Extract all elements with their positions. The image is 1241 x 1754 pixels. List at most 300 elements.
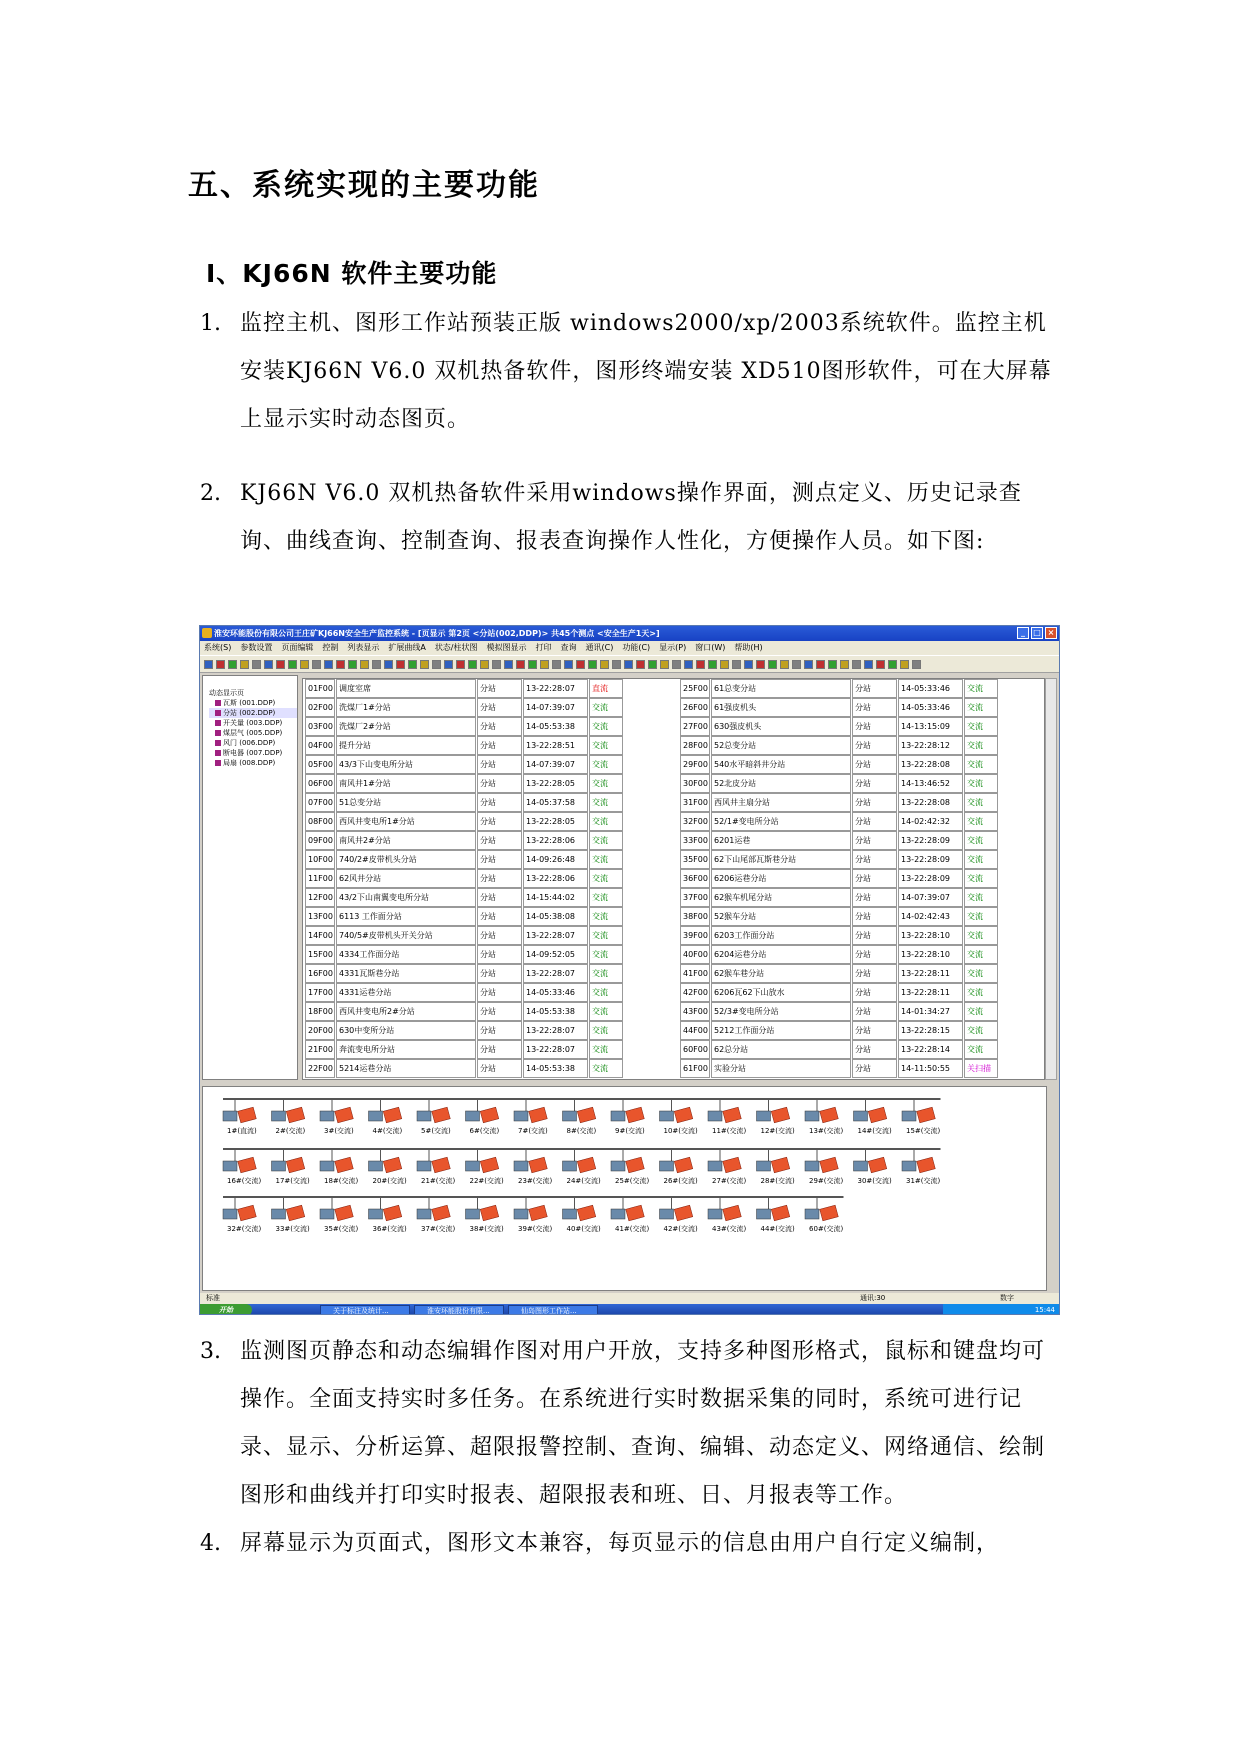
table-row[interactable] bbox=[305, 907, 669, 926]
substation-node[interactable] bbox=[708, 1099, 747, 1135]
toolbar-button-icon[interactable] bbox=[384, 660, 393, 669]
substation-node[interactable] bbox=[514, 1149, 553, 1185]
substation-node[interactable] bbox=[611, 1099, 645, 1135]
substation-label: 12#(交流) bbox=[760, 1127, 795, 1135]
tree-item[interactable]: 局扇 (008.DDP) bbox=[209, 758, 297, 768]
substation-node[interactable] bbox=[272, 1099, 306, 1135]
toolbar-button-icon[interactable] bbox=[804, 660, 813, 669]
toolbar-button-icon[interactable] bbox=[240, 660, 249, 669]
toolbar-button-icon[interactable] bbox=[780, 660, 789, 669]
table-row[interactable] bbox=[305, 850, 669, 869]
table-row[interactable] bbox=[305, 869, 669, 888]
table-row[interactable] bbox=[680, 850, 1044, 869]
station-time-cell: 14-05:33:46 bbox=[898, 679, 963, 698]
station-name-cell: 62猴车巷分站 bbox=[711, 964, 851, 983]
toolbar-button-icon[interactable] bbox=[912, 660, 921, 669]
station-time-cell: 13-22:28:05 bbox=[523, 774, 588, 793]
station-type-cell: 分站 bbox=[852, 869, 897, 888]
station-id-cell: 21F00 bbox=[305, 1040, 335, 1059]
taskbar-task[interactable]: 关于标注及统计... bbox=[320, 1305, 410, 1315]
substation-label: 11#(交流) bbox=[712, 1127, 747, 1135]
station-id-cell: 40F00 bbox=[680, 945, 710, 964]
station-time-cell: 14-05:53:38 bbox=[523, 1002, 588, 1021]
table-row[interactable] bbox=[305, 983, 669, 1002]
table-row[interactable] bbox=[680, 869, 1044, 888]
substation-node[interactable] bbox=[320, 1149, 359, 1185]
toolbar-button-icon[interactable] bbox=[708, 660, 717, 669]
table-row[interactable] bbox=[680, 793, 1044, 812]
station-time-cell: 14-07:39:07 bbox=[523, 698, 588, 717]
toolbar-button-icon[interactable] bbox=[792, 660, 801, 669]
toolbar-button-icon[interactable] bbox=[504, 660, 513, 669]
substation-node[interactable] bbox=[466, 1197, 505, 1233]
menu-item[interactable]: 查询 bbox=[560, 643, 577, 652]
taskbar-clock: 15:44 bbox=[943, 1304, 1060, 1315]
station-power-cell: 交流 bbox=[589, 1021, 623, 1040]
substation-label: 18#(交流) bbox=[324, 1177, 359, 1185]
toolbar-button-icon[interactable] bbox=[852, 660, 861, 669]
status-numlock: 数字 bbox=[1000, 1294, 1014, 1302]
station-time-cell: 13-22:28:09 bbox=[898, 869, 963, 888]
substation-label: 35#(交流) bbox=[324, 1225, 359, 1233]
station-type-cell: 分站 bbox=[477, 888, 522, 907]
station-time-cell: 13-22:28:10 bbox=[898, 945, 963, 964]
station-id-cell: 33F00 bbox=[680, 831, 710, 850]
table-row[interactable] bbox=[680, 679, 1044, 698]
station-id-cell: 27F00 bbox=[680, 717, 710, 736]
toolbar-button-icon[interactable] bbox=[324, 660, 333, 669]
menu-item[interactable]: 打印 bbox=[535, 643, 552, 652]
tree-root[interactable]: 动态显示页 bbox=[209, 689, 244, 697]
station-name-cell: 奔流变电所分站 bbox=[336, 1040, 476, 1059]
substation-node[interactable] bbox=[660, 1099, 699, 1135]
menu-item[interactable]: 系统(S) bbox=[204, 643, 232, 652]
toolbar-button-icon[interactable] bbox=[876, 660, 885, 669]
toolbar-button-icon[interactable] bbox=[528, 660, 537, 669]
station-type-cell: 分站 bbox=[852, 812, 897, 831]
substation-node[interactable] bbox=[466, 1149, 505, 1185]
substation-node[interactable] bbox=[563, 1197, 602, 1233]
substation-node[interactable] bbox=[757, 1149, 796, 1185]
toolbar-button-icon[interactable] bbox=[492, 660, 501, 669]
station-time-cell: 13-22:28:08 bbox=[898, 793, 963, 812]
station-power-cell: 交流 bbox=[589, 888, 623, 907]
station-type-cell: 分站 bbox=[477, 698, 522, 717]
station-id-cell: 01F00 bbox=[305, 679, 335, 698]
menu-item[interactable]: 控制 bbox=[322, 643, 339, 652]
station-type-cell: 分站 bbox=[852, 1021, 897, 1040]
toolbar-button-icon[interactable] bbox=[312, 660, 321, 669]
toolbar-button-icon[interactable] bbox=[840, 660, 849, 669]
table-row[interactable] bbox=[305, 774, 669, 793]
station-time-cell: 14-07:39:07 bbox=[523, 755, 588, 774]
station-id-cell: 02F00 bbox=[305, 698, 335, 717]
status-comm: 通讯:30 bbox=[860, 1294, 886, 1302]
substation-node[interactable] bbox=[854, 1099, 893, 1135]
station-id-cell: 43F00 bbox=[680, 1002, 710, 1021]
substation-node[interactable] bbox=[223, 1149, 262, 1185]
toolbar-button-icon[interactable] bbox=[264, 660, 273, 669]
subsection-heading: Ⅰ、KJ66N 软件主要功能 bbox=[206, 259, 498, 288]
station-id-cell: 06F00 bbox=[305, 774, 335, 793]
substation-node[interactable] bbox=[514, 1099, 548, 1135]
start-button[interactable]: 开始 bbox=[200, 1304, 252, 1315]
toolbar-button-icon[interactable] bbox=[672, 660, 681, 669]
station-type-cell: 分站 bbox=[477, 679, 522, 698]
substation-node[interactable] bbox=[417, 1099, 451, 1135]
station-name-cell: 630强皮机头 bbox=[711, 717, 851, 736]
table-row[interactable] bbox=[305, 679, 669, 698]
menu-item[interactable]: 功能(C) bbox=[622, 643, 651, 652]
substation-node[interactable] bbox=[805, 1099, 844, 1135]
toolbar-button-icon[interactable] bbox=[696, 660, 705, 669]
station-type-cell: 分站 bbox=[477, 964, 522, 983]
station-name-cell: 62猴车机尾分站 bbox=[711, 888, 851, 907]
station-name-cell: 43/3下山变电所分站 bbox=[336, 755, 476, 774]
paragraph-number: 2. bbox=[200, 481, 221, 506]
station-time-cell: 13-22:28:11 bbox=[898, 983, 963, 1002]
toolbar-button-icon[interactable] bbox=[720, 660, 729, 669]
table-row[interactable] bbox=[680, 926, 1044, 945]
substation-node[interactable] bbox=[757, 1197, 796, 1233]
station-power-cell: 交流 bbox=[964, 964, 998, 983]
toolbar-button-icon[interactable] bbox=[828, 660, 837, 669]
toolbar-button-icon[interactable] bbox=[336, 660, 345, 669]
station-time-cell: 14-05:38:08 bbox=[523, 907, 588, 926]
menu-item[interactable]: 页面编辑 bbox=[281, 643, 314, 652]
toolbar-button-icon[interactable] bbox=[612, 660, 621, 669]
substation-node[interactable] bbox=[320, 1099, 354, 1135]
station-type-cell: 分站 bbox=[852, 831, 897, 850]
toolbar-button-icon[interactable] bbox=[576, 660, 585, 669]
substation-label: 26#(交流) bbox=[663, 1177, 698, 1185]
taskbar-task[interactable]: 仙岛图形工作站... bbox=[508, 1305, 598, 1315]
station-type-cell: 分站 bbox=[852, 1040, 897, 1059]
station-type-cell: 分站 bbox=[477, 1021, 522, 1040]
table-row[interactable] bbox=[680, 812, 1044, 831]
substation-label: 24#(交流) bbox=[566, 1177, 601, 1185]
table-row[interactable] bbox=[305, 1040, 669, 1059]
station-id-cell: 30F00 bbox=[680, 774, 710, 793]
substation-label: 60#(交流) bbox=[809, 1225, 844, 1233]
menu-item[interactable]: 通讯(C) bbox=[585, 643, 614, 652]
toolbar-button-icon[interactable] bbox=[888, 660, 897, 669]
station-type-cell: 分站 bbox=[852, 717, 897, 736]
toolbar-button-icon[interactable] bbox=[408, 660, 417, 669]
substation-node[interactable] bbox=[708, 1197, 747, 1233]
toolbar-button-icon[interactable] bbox=[588, 660, 597, 669]
table-row[interactable] bbox=[305, 831, 669, 850]
station-time-cell: 14-01:34:27 bbox=[898, 1002, 963, 1021]
station-id-cell: 03F00 bbox=[305, 717, 335, 736]
station-type-cell: 分站 bbox=[477, 1040, 522, 1059]
table-row[interactable] bbox=[680, 1021, 1044, 1040]
substation-node[interactable] bbox=[563, 1149, 602, 1185]
toolbar-button-icon[interactable] bbox=[228, 660, 237, 669]
substation-label: 27#(交流) bbox=[712, 1177, 747, 1185]
station-power-cell: 交流 bbox=[589, 1040, 623, 1059]
toolbar-button-icon[interactable] bbox=[480, 660, 489, 669]
station-id-cell: 13F00 bbox=[305, 907, 335, 926]
substation-node[interactable] bbox=[369, 1197, 408, 1233]
station-power-cell: 交流 bbox=[964, 983, 998, 1002]
minimize-icon[interactable]: _ bbox=[1017, 627, 1029, 639]
station-power-cell: 交流 bbox=[964, 831, 998, 850]
station-time-cell: 13-22:28:06 bbox=[523, 831, 588, 850]
table-row[interactable] bbox=[305, 812, 669, 831]
toolbar-button-icon[interactable] bbox=[252, 660, 261, 669]
toolbar-button-icon[interactable] bbox=[468, 660, 477, 669]
station-name-cell: 62下山尾部瓦斯巷分站 bbox=[711, 850, 851, 869]
toolbar-button-icon[interactable] bbox=[276, 660, 285, 669]
maximize-icon[interactable]: □ bbox=[1031, 627, 1043, 639]
station-name-cell: 南风井1#分站 bbox=[336, 774, 476, 793]
station-id-cell: 05F00 bbox=[305, 755, 335, 774]
station-type-cell: 分站 bbox=[852, 774, 897, 793]
table-row[interactable] bbox=[680, 774, 1044, 793]
toolbar-button-icon[interactable] bbox=[624, 660, 633, 669]
table-row[interactable] bbox=[305, 698, 669, 717]
station-power-cell: 交流 bbox=[964, 907, 998, 926]
substation-node[interactable] bbox=[902, 1149, 941, 1185]
station-power-cell: 交流 bbox=[964, 793, 998, 812]
table-scrollbar[interactable] bbox=[1045, 678, 1057, 1080]
station-id-cell: 38F00 bbox=[680, 907, 710, 926]
station-id-cell: 32F00 bbox=[680, 812, 710, 831]
toolbar-button-icon[interactable] bbox=[300, 660, 309, 669]
paragraph-text: 监控主机、图形工作站预装正版 windows2000/xp/2003系统软件。监控主机安装KJ66N V6.0 双机热备软件，图形终端安装 XD510图形软件，可在大屏幕上显示实时动态图页。 bbox=[240, 311, 1052, 432]
toolbar-button-icon[interactable] bbox=[396, 660, 405, 669]
table-row[interactable] bbox=[680, 755, 1044, 774]
station-time-cell: 14-11:50:55 bbox=[898, 1059, 963, 1078]
substation-node[interactable] bbox=[757, 1099, 796, 1135]
substation-label: 13#(交流) bbox=[809, 1127, 844, 1135]
table-row[interactable] bbox=[680, 698, 1044, 717]
station-name-cell: 52猴车分站 bbox=[711, 907, 851, 926]
tree-item[interactable]: 瓦斯 (001.DDP) bbox=[209, 698, 297, 708]
table-row[interactable] bbox=[680, 945, 1044, 964]
substation-node[interactable] bbox=[660, 1197, 699, 1233]
substation-node[interactable] bbox=[417, 1149, 456, 1185]
station-power-cell: 交流 bbox=[964, 1002, 998, 1021]
taskbar-task[interactable]: 淮安环能股份有限... bbox=[414, 1305, 504, 1315]
station-id-cell: 60F00 bbox=[680, 1040, 710, 1059]
toolbar-button-icon[interactable] bbox=[744, 660, 753, 669]
toolbar-button-icon[interactable] bbox=[816, 660, 825, 669]
table-row[interactable] bbox=[305, 945, 669, 964]
toolbar-button-icon[interactable] bbox=[456, 660, 465, 669]
table-row[interactable] bbox=[680, 831, 1044, 850]
menu-item[interactable]: 窗口(W) bbox=[695, 643, 726, 652]
station-time-cell: 14-13:15:09 bbox=[898, 717, 963, 736]
station-time-cell: 14-07:39:07 bbox=[898, 888, 963, 907]
table-row[interactable] bbox=[680, 907, 1044, 926]
station-id-cell: 10F00 bbox=[305, 850, 335, 869]
toolbar-button-icon[interactable] bbox=[444, 660, 453, 669]
station-name-cell: 43/2下山南翼变电所分站 bbox=[336, 888, 476, 907]
station-name-cell: 5212工作面分站 bbox=[711, 1021, 851, 1040]
table-row[interactable] bbox=[680, 964, 1044, 983]
table-row[interactable] bbox=[305, 964, 669, 983]
toolbar-button-icon[interactable] bbox=[420, 660, 429, 669]
substation-node[interactable] bbox=[805, 1197, 844, 1233]
toolbar-button-icon[interactable] bbox=[288, 660, 297, 669]
substation-node[interactable] bbox=[223, 1197, 262, 1233]
table-row[interactable] bbox=[305, 793, 669, 812]
substation-node[interactable] bbox=[708, 1149, 747, 1185]
station-id-cell: 44F00 bbox=[680, 1021, 710, 1040]
toolbar-button-icon[interactable] bbox=[564, 660, 573, 669]
substation-label: 22#(交流) bbox=[469, 1177, 504, 1185]
substation-node[interactable] bbox=[466, 1099, 500, 1135]
toolbar-button-icon[interactable] bbox=[636, 660, 645, 669]
substation-node[interactable] bbox=[854, 1149, 893, 1185]
station-type-cell: 分站 bbox=[852, 888, 897, 907]
toolbar-button-icon[interactable] bbox=[768, 660, 777, 669]
substation-node[interactable] bbox=[514, 1197, 553, 1233]
table-row[interactable] bbox=[680, 1059, 1044, 1078]
table-row[interactable] bbox=[680, 1040, 1044, 1059]
tree-item[interactable]: 风门 (006.DDP) bbox=[209, 738, 297, 748]
toolbar-button-icon[interactable] bbox=[900, 660, 909, 669]
toolbar-button-icon[interactable] bbox=[732, 660, 741, 669]
toolbar-button-icon[interactable] bbox=[360, 660, 369, 669]
station-type-cell: 分站 bbox=[477, 812, 522, 831]
table-row[interactable] bbox=[305, 888, 669, 907]
substation-node[interactable] bbox=[369, 1149, 408, 1185]
app-logo-icon bbox=[202, 628, 212, 638]
toolbar-button-icon[interactable] bbox=[684, 660, 693, 669]
toolbar-button-icon[interactable] bbox=[432, 660, 441, 669]
station-name-cell: 6203工作面分站 bbox=[711, 926, 851, 945]
close-icon[interactable]: × bbox=[1045, 627, 1057, 639]
tree-item[interactable]: 开关量 (003.DDP) bbox=[209, 718, 297, 728]
toolbar-button-icon[interactable] bbox=[648, 660, 657, 669]
table-row[interactable] bbox=[305, 736, 669, 755]
substation-node[interactable] bbox=[223, 1099, 257, 1135]
station-type-cell: 分站 bbox=[852, 983, 897, 1002]
table-row[interactable] bbox=[305, 755, 669, 774]
table-row[interactable] bbox=[680, 1002, 1044, 1021]
menu-item[interactable]: 参数设置 bbox=[240, 643, 273, 652]
substation-node[interactable] bbox=[369, 1099, 403, 1135]
station-name-cell: 提升分站 bbox=[336, 736, 476, 755]
tree-item[interactable]: 断电器 (007.DDP) bbox=[209, 748, 297, 758]
station-id-cell: 37F00 bbox=[680, 888, 710, 907]
toolbar-button-icon[interactable] bbox=[516, 660, 525, 669]
table-row[interactable] bbox=[680, 736, 1044, 755]
station-id-cell: 08F00 bbox=[305, 812, 335, 831]
table-row[interactable] bbox=[305, 717, 669, 736]
table-row[interactable] bbox=[305, 1021, 669, 1040]
menu-item[interactable]: 模拟图显示 bbox=[486, 643, 527, 652]
station-id-cell: 31F00 bbox=[680, 793, 710, 812]
station-power-cell: 交流 bbox=[964, 698, 998, 717]
tree-item[interactable]: 煤层气 (005.DDP) bbox=[209, 728, 297, 738]
table-row[interactable] bbox=[305, 1059, 669, 1078]
station-name-cell: 740/5#皮带机头开关分站 bbox=[336, 926, 476, 945]
station-power-cell: 交流 bbox=[964, 945, 998, 964]
station-power-cell: 交流 bbox=[589, 1002, 623, 1021]
station-power-cell: 交流 bbox=[964, 926, 998, 945]
substation-label: 25#(交流) bbox=[615, 1177, 650, 1185]
substation-node[interactable] bbox=[805, 1149, 844, 1185]
station-power-cell: 交流 bbox=[589, 793, 623, 812]
toolbar-button-icon[interactable] bbox=[552, 660, 561, 669]
substation-label: 3#(交流) bbox=[324, 1127, 354, 1135]
substation-node[interactable] bbox=[563, 1099, 597, 1135]
page-tree-panel bbox=[202, 675, 298, 1080]
table-row[interactable] bbox=[680, 717, 1044, 736]
os-taskbar bbox=[200, 1304, 1060, 1315]
toolbar-button-icon[interactable] bbox=[540, 660, 549, 669]
station-time-cell: 13-22:28:10 bbox=[898, 926, 963, 945]
station-name-cell: 4331运巷分站 bbox=[336, 983, 476, 1002]
station-time-cell: 13-22:28:08 bbox=[898, 755, 963, 774]
station-id-cell: 16F00 bbox=[305, 964, 335, 983]
substation-node[interactable] bbox=[611, 1149, 650, 1185]
substation-label: 10#(交流) bbox=[663, 1127, 698, 1135]
substation-node[interactable] bbox=[611, 1197, 650, 1233]
paragraph-text: 屏幕显示为页面式，图形文本兼容，每页显示的信息由用户自行定义编制， bbox=[240, 1531, 1000, 1556]
toolbar-button-icon[interactable] bbox=[204, 660, 213, 669]
menu-item[interactable]: 扩展曲线A bbox=[388, 643, 426, 652]
substation-node[interactable] bbox=[417, 1197, 456, 1233]
substation-node[interactable] bbox=[320, 1197, 359, 1233]
toolbar-button-icon[interactable] bbox=[660, 660, 669, 669]
substation-node[interactable] bbox=[272, 1149, 311, 1185]
station-power-cell: 交流 bbox=[589, 698, 623, 717]
substation-node[interactable] bbox=[660, 1149, 699, 1185]
substation-label: 6#(交流) bbox=[469, 1127, 500, 1135]
station-name-cell: 740/2#皮带机头分站 bbox=[336, 850, 476, 869]
station-time-cell: 14-09:26:48 bbox=[523, 850, 588, 869]
station-name-cell: 6113 工作面分站 bbox=[336, 907, 476, 926]
menu-item[interactable]: 显示(P) bbox=[659, 643, 687, 652]
substation-label: 8#(交流) bbox=[566, 1127, 597, 1135]
table-row[interactable] bbox=[680, 888, 1044, 907]
substation-label: 44#(交流) bbox=[760, 1225, 795, 1233]
tree-item[interactable]: 分站 (002.DDP) bbox=[209, 708, 297, 718]
toolbar-button-icon[interactable] bbox=[348, 660, 357, 669]
station-time-cell: 13-22:28:15 bbox=[898, 1021, 963, 1040]
substation-label: 42#(交流) bbox=[663, 1225, 698, 1233]
menu-item[interactable]: 帮助(H) bbox=[734, 643, 763, 652]
station-type-cell: 分站 bbox=[852, 793, 897, 812]
toolbar-button-icon[interactable] bbox=[864, 660, 873, 669]
station-type-cell: 分站 bbox=[852, 1002, 897, 1021]
station-time-cell: 13-22:28:09 bbox=[898, 831, 963, 850]
substation-node[interactable] bbox=[902, 1099, 941, 1135]
toolbar-button-icon[interactable] bbox=[216, 660, 225, 669]
station-name-cell: 西风井变电所2#分站 bbox=[336, 1002, 476, 1021]
table-row[interactable] bbox=[680, 983, 1044, 1002]
toolbar-button-icon[interactable] bbox=[372, 660, 381, 669]
substation-node[interactable] bbox=[272, 1197, 311, 1233]
table-row[interactable] bbox=[305, 1002, 669, 1021]
station-type-cell: 分站 bbox=[477, 926, 522, 945]
station-id-cell: 36F00 bbox=[680, 869, 710, 888]
table-row[interactable] bbox=[305, 926, 669, 945]
station-power-cell: 交流 bbox=[964, 812, 998, 831]
toolbar-button-icon[interactable] bbox=[756, 660, 765, 669]
menu-item[interactable]: 列表显示 bbox=[347, 643, 380, 652]
station-type-cell: 分站 bbox=[477, 717, 522, 736]
station-type-cell: 分站 bbox=[852, 755, 897, 774]
station-type-cell: 分站 bbox=[477, 1002, 522, 1021]
toolbar-button-icon[interactable] bbox=[600, 660, 609, 669]
menu-item[interactable]: 状态/柱状图 bbox=[434, 643, 478, 652]
